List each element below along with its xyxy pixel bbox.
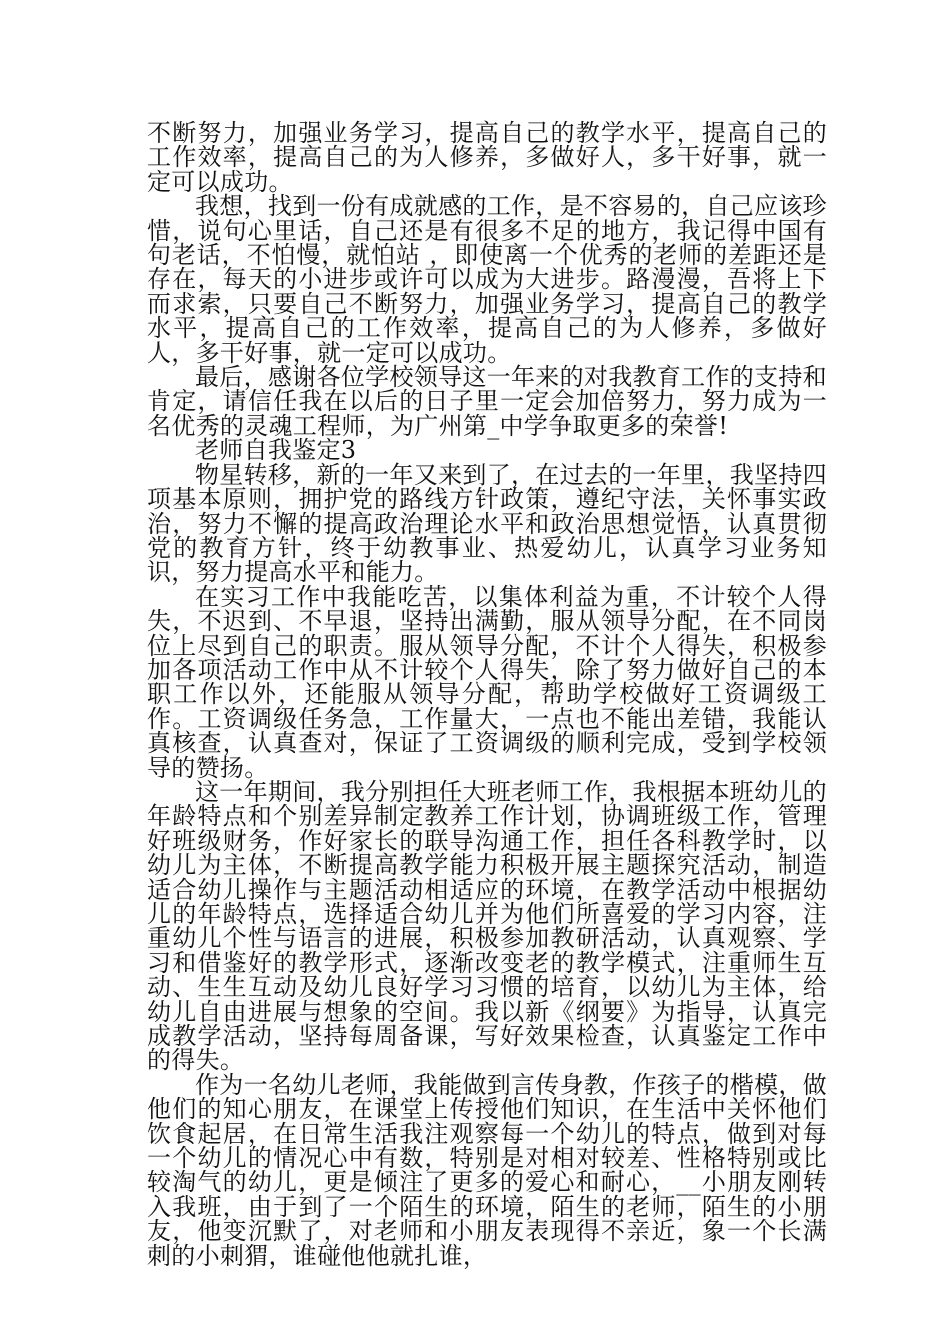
paragraph: 我想，找到一份有成就感的工作，是不容易的，自己应该珍惜，说句心里话，自己还是有很多不足的地方，我记得中国有句老话，不怕慢，就怕站 ，即使离一个优秀的老师的差距还是存在，每天的小进步或许可以成为大进步。路漫漫，吾将上下而求索，只要自己不断努力，加强业务学习，提高自己的教学水平，提高自己的工作效率，提高自己的为人修养，多做好人，多干好事，就一定可以成功。 (147, 192, 827, 367)
paragraph: 这一年期间，我分别担任大班老师工作，我根据本班幼儿的年龄特点和个别差异制定教养工作计划，协调班级工作，管理好班级财务，作好家长的联导沟通工作，担任各科教学时，以幼儿为主体，不断提高教学能力积极开展主题探究活动，制造适合幼儿操作与主题活动相适应的环境，在教学活动中根据幼儿的年龄特点，选择适合幼儿并为他们所喜爱的学习内容，注重幼儿个性与语言的进展，积极参加教研活动，认真观察、学习和借鉴好的教学形式，逐渐改变老的教学模式，注重师生互动、生生互动及幼儿良好学习习惯的培育，以幼儿为主体，给幼儿自由进展与想象的空间。我以新《纲要》为指导，认真完成教学活动，坚持每周备课，写好效果检查，认真鉴定工作中的得失。 (147, 777, 827, 1075)
section-heading: 老师自我鉴定3 (195, 436, 357, 465)
paragraph: 最后，感谢各位学校领导这一年来的对我教育工作的支持和肯定，请信任我在以后的日子里一定会加倍努力，努力成为一名优秀的灵魂工程师，为广州第_中学争取更多的荣誉! (147, 363, 827, 440)
paragraph: 作为一名幼儿老师，我能做到言传身教，作孩子的楷模，做他们的知心朋友，在课堂上传授他们知识，在生活中关怀他们饮食起居，在日常生活我注观察每一个幼儿的特点，做到对每一个幼儿的情况心中有数，特别是对相对较差、性格特别或比较淘气的幼儿，更是倾注了更多的爱心和耐心，__小朋友刚转入我班，由于到了一个陌生的环境，陌生的老师，陌生的小朋友，他变沉默了，对老师和小朋友表现得不亲近，象一个长满刺的小刺猬，谁碰他他就扎谁， (147, 1070, 827, 1270)
paragraph-continuation: 不断努力，加强业务学习，提高自己的教学水平，提高自己的工作效率，提高自己的为人修养，多做好人，多干好事，就一定可以成功。 (147, 119, 827, 196)
paragraph: 在实习工作中我能吃苦，以集体利益为重，不计较个人得失，不迟到、不早退，坚持出满勤，服从领导分配，在不同岗位上尽到自己的职责。服从领导分配，不计个人得失，积极参加各项活动工作中从不计较个人得失，除了努力做好自己的本职工作以外，还能服从领导分配，帮助学校做好工资调级工作。工资调级任务急，工作量大，一点也不能出差错，我能认真核查，认真查对，保证了工资调级的顺利完成，受到学校领导的赞扬。 (147, 582, 827, 782)
paragraph: 物星转移，新的一年又来到了，在过去的一年里，我坚持四项基本原则，拥护党的路线方针政策，遵纪守法，关怀事实政治，努力不懈的提高政治理论水平和政治思想觉悟，认真贯彻党的教育方针，终于幼教事业、热爱幼儿，认真学习业务知识，努力提高水平和能力。 (147, 460, 827, 587)
document-body (147, 121, 827, 1268)
